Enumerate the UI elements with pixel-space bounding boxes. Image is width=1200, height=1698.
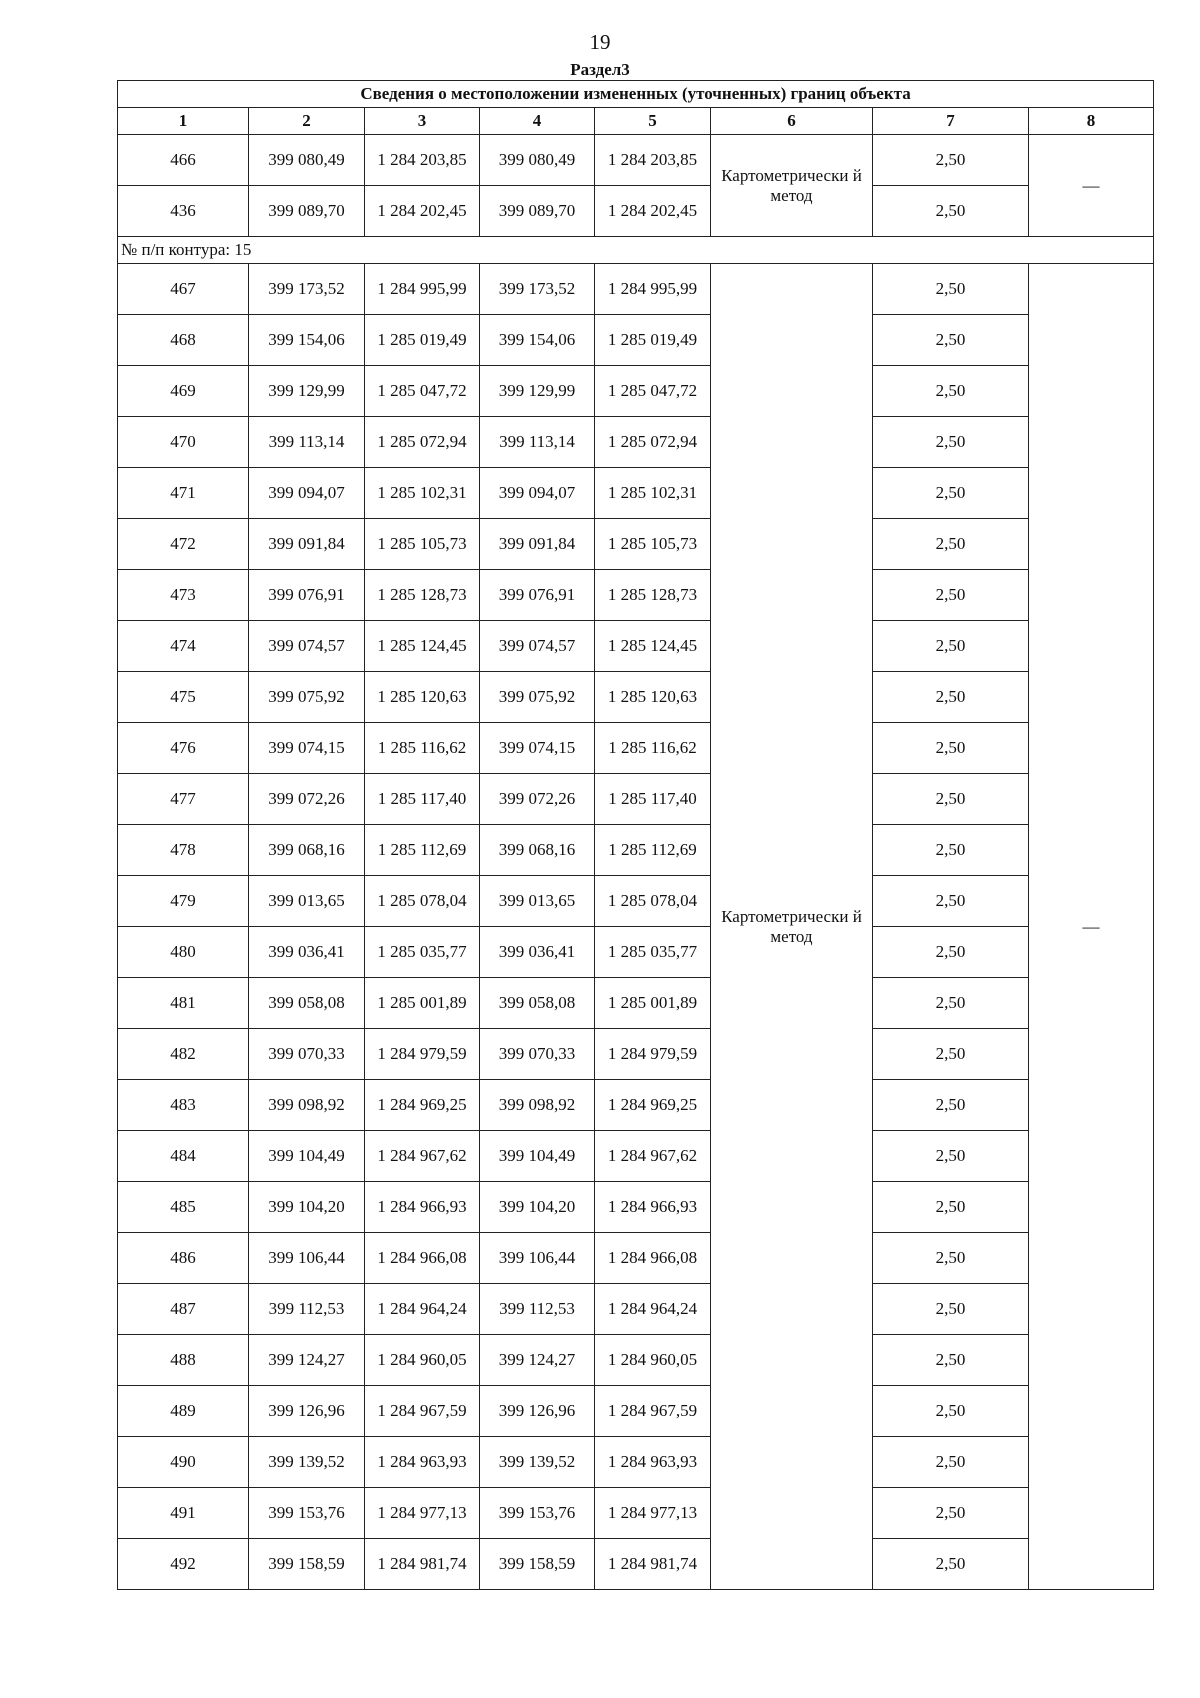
coord-x-cell: 399 158,59 [249,1539,365,1590]
point-number-cell: 473 [118,570,249,621]
point-number-cell: 485 [118,1182,249,1233]
coord-y-cell: 1 285 128,73 [595,570,711,621]
column-number: 2 [249,108,365,135]
coord-y-cell: 1 284 995,99 [595,264,711,315]
accuracy-cell: 2,50 [873,1233,1029,1284]
coord-y-cell: 1 285 035,77 [365,927,480,978]
accuracy-cell: 2,50 [873,135,1029,186]
accuracy-cell: 2,50 [873,723,1029,774]
coord-y-cell: 1 284 967,59 [595,1386,711,1437]
coord-x-cell: 399 089,70 [480,186,595,237]
coord-y-cell: 1 284 995,99 [365,264,480,315]
coord-x-cell: 399 094,07 [249,468,365,519]
accuracy-cell: 2,50 [873,1080,1029,1131]
table-title-row [118,81,1154,108]
table-row [118,774,1154,825]
coord-y-cell: 1 285 047,72 [365,366,480,417]
accuracy-cell: 2,50 [873,417,1029,468]
coord-x-cell: 399 173,52 [480,264,595,315]
point-number-cell: 483 [118,1080,249,1131]
coord-x-cell: 399 094,07 [480,468,595,519]
method-cell: Картометрически й метод [711,135,873,237]
point-number-cell: 471 [118,468,249,519]
table-row [118,135,1154,186]
table-row [118,1386,1154,1437]
table-row [118,825,1154,876]
table-row [118,570,1154,621]
coord-x-cell: 399 154,06 [249,315,365,366]
coord-y-cell: 1 284 960,05 [365,1335,480,1386]
coord-x-cell: 399 104,20 [480,1182,595,1233]
point-number-cell: 479 [118,876,249,927]
coord-x-cell: 399 091,84 [249,519,365,570]
column-number: 4 [480,108,595,135]
description-cell: — [1029,264,1154,1590]
point-number-cell: 489 [118,1386,249,1437]
coord-y-cell: 1 285 116,62 [365,723,480,774]
coord-x-cell: 399 112,53 [249,1284,365,1335]
table-row [118,672,1154,723]
coord-x-cell: 399 113,14 [249,417,365,468]
point-number-cell: 490 [118,1437,249,1488]
point-number-cell: 470 [118,417,249,468]
point-number-cell: 474 [118,621,249,672]
coord-x-cell: 399 153,76 [249,1488,365,1539]
point-number-cell: 492 [118,1539,249,1590]
table-row [118,978,1154,1029]
table-row [118,315,1154,366]
coord-x-cell: 399 173,52 [249,264,365,315]
coord-y-cell: 1 284 202,45 [595,186,711,237]
accuracy-cell: 2,50 [873,519,1029,570]
coord-x-cell: 399 068,16 [480,825,595,876]
coord-y-cell: 1 285 128,73 [365,570,480,621]
coord-x-cell: 399 126,96 [249,1386,365,1437]
point-number-cell: 486 [118,1233,249,1284]
accuracy-cell: 2,50 [873,927,1029,978]
point-number-cell: 468 [118,315,249,366]
point-number-cell: 466 [118,135,249,186]
accuracy-cell: 2,50 [873,1029,1029,1080]
coord-y-cell: 1 285 105,73 [365,519,480,570]
accuracy-cell: 2,50 [873,1182,1029,1233]
coord-x-cell: 399 072,26 [249,774,365,825]
table-row [118,1284,1154,1335]
point-number-cell: 472 [118,519,249,570]
coord-x-cell: 399 076,91 [480,570,595,621]
coord-y-cell: 1 284 966,08 [595,1233,711,1284]
table-body [118,81,1154,1590]
point-number-cell: 481 [118,978,249,1029]
contour-label: № п/п контура: 15 [118,237,1154,264]
point-number-cell: 484 [118,1131,249,1182]
coord-x-cell: 399 104,49 [249,1131,365,1182]
point-number-cell: 436 [118,186,249,237]
coord-y-cell: 1 285 072,94 [365,417,480,468]
accuracy-cell: 2,50 [873,1386,1029,1437]
coord-y-cell: 1 284 969,25 [365,1080,480,1131]
coord-x-cell: 399 036,41 [249,927,365,978]
accuracy-cell: 2,50 [873,570,1029,621]
accuracy-cell: 2,50 [873,1335,1029,1386]
coord-x-cell: 399 058,08 [249,978,365,1029]
coord-y-cell: 1 285 117,40 [595,774,711,825]
column-number: 8 [1029,108,1154,135]
coord-x-cell: 399 106,44 [249,1233,365,1284]
coord-y-cell: 1 285 112,69 [365,825,480,876]
table-row [118,927,1154,978]
coord-y-cell: 1 284 967,62 [365,1131,480,1182]
coord-y-cell: 1 284 981,74 [595,1539,711,1590]
accuracy-cell: 2,50 [873,1488,1029,1539]
coord-y-cell: 1 284 969,25 [595,1080,711,1131]
coord-x-cell: 399 074,15 [480,723,595,774]
coord-x-cell: 399 104,49 [480,1131,595,1182]
section-title: Раздел3 [570,60,630,79]
accuracy-cell: 2,50 [873,876,1029,927]
table-title: Сведения о местоположении измененных (уточненных) границ объекта [118,81,1154,108]
coord-x-cell: 399 013,65 [480,876,595,927]
coord-y-cell: 1 284 966,93 [595,1182,711,1233]
coord-y-cell: 1 285 019,49 [595,315,711,366]
column-number-row [118,108,1154,135]
method-cell: Картометрически й метод [711,264,873,1590]
point-number-cell: 475 [118,672,249,723]
table-row [118,1233,1154,1284]
coord-y-cell: 1 284 979,59 [595,1029,711,1080]
description-cell: — [1029,135,1154,237]
accuracy-cell: 2,50 [873,672,1029,723]
table-row [118,1488,1154,1539]
coord-y-cell: 1 284 981,74 [365,1539,480,1590]
accuracy-cell: 2,50 [873,264,1029,315]
coord-x-cell: 399 098,92 [249,1080,365,1131]
accuracy-cell: 2,50 [873,825,1029,876]
table-row [118,1080,1154,1131]
column-number: 5 [595,108,711,135]
point-number-cell: 469 [118,366,249,417]
coord-x-cell: 399 036,41 [480,927,595,978]
coord-x-cell: 399 139,52 [480,1437,595,1488]
coord-y-cell: 1 285 078,04 [365,876,480,927]
accuracy-cell: 2,50 [873,1437,1029,1488]
coord-x-cell: 399 104,20 [249,1182,365,1233]
coord-x-cell: 399 075,92 [249,672,365,723]
coord-y-cell: 1 285 102,31 [595,468,711,519]
accuracy-cell: 2,50 [873,366,1029,417]
coord-y-cell: 1 284 967,59 [365,1386,480,1437]
coord-x-cell: 399 074,15 [249,723,365,774]
coord-x-cell: 399 072,26 [480,774,595,825]
coord-y-cell: 1 285 116,62 [595,723,711,774]
point-number-cell: 487 [118,1284,249,1335]
coord-x-cell: 399 074,57 [480,621,595,672]
coord-x-cell: 399 076,91 [249,570,365,621]
coord-x-cell: 399 139,52 [249,1437,365,1488]
column-number: 3 [365,108,480,135]
coord-y-cell: 1 284 977,13 [595,1488,711,1539]
coord-x-cell: 399 106,44 [480,1233,595,1284]
point-number-cell: 480 [118,927,249,978]
coord-y-cell: 1 285 078,04 [595,876,711,927]
coord-y-cell: 1 285 072,94 [595,417,711,468]
accuracy-cell: 2,50 [873,1284,1029,1335]
accuracy-cell: 2,50 [873,621,1029,672]
coord-x-cell: 399 124,27 [480,1335,595,1386]
coord-x-cell: 399 080,49 [249,135,365,186]
coord-y-cell: 1 284 979,59 [365,1029,480,1080]
table-row [118,417,1154,468]
coord-y-cell: 1 285 001,89 [365,978,480,1029]
table-row [118,1437,1154,1488]
table-row [118,1182,1154,1233]
coord-x-cell: 399 158,59 [480,1539,595,1590]
coord-y-cell: 1 285 120,63 [365,672,480,723]
accuracy-cell: 2,50 [873,1539,1029,1590]
contour-row [118,237,1154,264]
coord-x-cell: 399 124,27 [249,1335,365,1386]
coord-x-cell: 399 126,96 [480,1386,595,1437]
coord-y-cell: 1 285 124,45 [595,621,711,672]
coord-y-cell: 1 285 112,69 [595,825,711,876]
coord-x-cell: 399 153,76 [480,1488,595,1539]
point-number-cell: 476 [118,723,249,774]
coord-x-cell: 399 129,99 [249,366,365,417]
table-row [118,1539,1154,1590]
table-row [118,264,1154,315]
point-number-cell: 467 [118,264,249,315]
table-row [118,519,1154,570]
page-number: 19 [589,30,611,54]
coord-x-cell: 399 070,33 [480,1029,595,1080]
point-number-cell: 477 [118,774,249,825]
coord-y-cell: 1 284 203,85 [595,135,711,186]
coord-y-cell: 1 285 102,31 [365,468,480,519]
accuracy-cell: 2,50 [873,468,1029,519]
table-row [118,1131,1154,1182]
accuracy-cell: 2,50 [873,315,1029,366]
coord-x-cell: 399 091,84 [480,519,595,570]
table-row [118,366,1154,417]
coord-x-cell: 399 080,49 [480,135,595,186]
coord-x-cell: 399 089,70 [249,186,365,237]
table-row [118,876,1154,927]
accuracy-cell: 2,50 [873,1131,1029,1182]
accuracy-cell: 2,50 [873,978,1029,1029]
coord-x-cell: 399 129,99 [480,366,595,417]
coord-y-cell: 1 284 960,05 [595,1335,711,1386]
coord-y-cell: 1 285 001,89 [595,978,711,1029]
coord-y-cell: 1 285 105,73 [595,519,711,570]
coord-y-cell: 1 284 977,13 [365,1488,480,1539]
table-row [118,621,1154,672]
coord-y-cell: 1 285 035,77 [595,927,711,978]
accuracy-cell: 2,50 [873,774,1029,825]
column-number: 7 [873,108,1029,135]
coord-x-cell: 399 013,65 [249,876,365,927]
point-number-cell: 478 [118,825,249,876]
table-row [118,468,1154,519]
coord-x-cell: 399 074,57 [249,621,365,672]
point-number-cell: 491 [118,1488,249,1539]
coord-x-cell: 399 070,33 [249,1029,365,1080]
coord-y-cell: 1 284 964,24 [365,1284,480,1335]
coord-y-cell: 1 285 047,72 [595,366,711,417]
coord-x-cell: 399 154,06 [480,315,595,366]
coord-y-cell: 1 285 117,40 [365,774,480,825]
coord-y-cell: 1 284 963,93 [595,1437,711,1488]
coord-x-cell: 399 075,92 [480,672,595,723]
table-row [118,1335,1154,1386]
coord-y-cell: 1 284 203,85 [365,135,480,186]
table-row [118,186,1154,237]
column-number: 1 [118,108,249,135]
point-number-cell: 488 [118,1335,249,1386]
coord-y-cell: 1 285 019,49 [365,315,480,366]
coord-x-cell: 399 058,08 [480,978,595,1029]
coord-y-cell: 1 285 124,45 [365,621,480,672]
column-number: 6 [711,108,873,135]
coord-y-cell: 1 284 966,08 [365,1233,480,1284]
boundary-coordinates-table [117,80,1154,1590]
coord-y-cell: 1 284 963,93 [365,1437,480,1488]
coord-y-cell: 1 284 967,62 [595,1131,711,1182]
point-number-cell: 482 [118,1029,249,1080]
coord-x-cell: 399 068,16 [249,825,365,876]
coord-y-cell: 1 284 202,45 [365,186,480,237]
coord-x-cell: 399 113,14 [480,417,595,468]
table-row [118,723,1154,774]
table-row [118,1029,1154,1080]
coord-y-cell: 1 284 964,24 [595,1284,711,1335]
coord-x-cell: 399 098,92 [480,1080,595,1131]
coord-y-cell: 1 284 966,93 [365,1182,480,1233]
accuracy-cell: 2,50 [873,186,1029,237]
coord-x-cell: 399 112,53 [480,1284,595,1335]
coord-y-cell: 1 285 120,63 [595,672,711,723]
